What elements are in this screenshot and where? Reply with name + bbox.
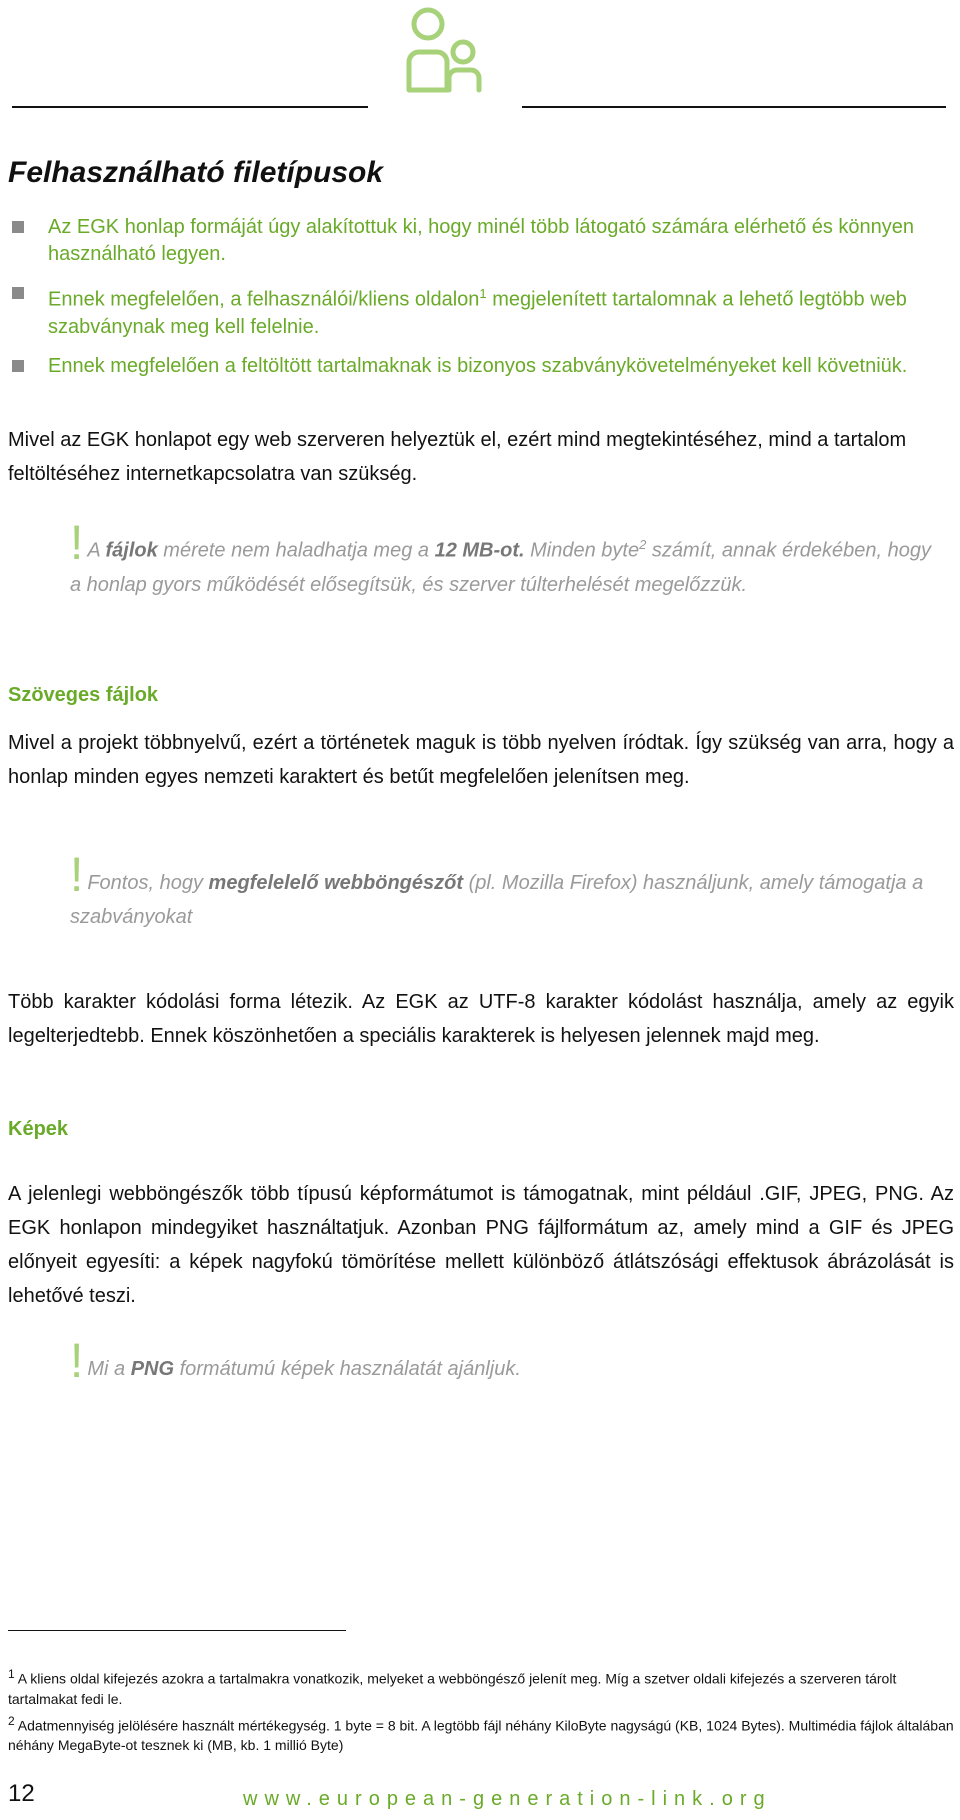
list-item — [10, 353, 940, 380]
footer-url[interactable]: www.european-generation-link.org — [243, 1788, 772, 1810]
note-text: Mi a — [87, 1358, 131, 1380]
footnote-ref: 1 — [479, 286, 487, 301]
section-heading: Képek — [8, 1118, 69, 1140]
footnote-text: A kliens oldal kifejezés azokra a tartalmakra vonatkozik, melyeket a webböngésző jelenít meg. Míg a szetver oldali kifejezés a szerveren tárolt tartalmakat fedi le. — [8, 1670, 897, 1707]
footnote-number: 2 — [8, 1713, 15, 1728]
note-bold: fájlok — [105, 539, 158, 562]
bullet-text: megjelenített tartalomnak a lehető legtöbb web szabványnak meg kell felelnie. — [48, 288, 907, 338]
exclamation-icon: ! — [70, 1335, 84, 1388]
note-text: mérete nem haladhatja meg a — [157, 539, 435, 562]
note — [70, 516, 940, 602]
bullet-text: Ennek megfelelően a feltöltött tartalmaknak is bizonyos szabványkövetelményeket kell követniük. — [48, 354, 908, 377]
header-rule-left — [12, 106, 368, 108]
note-text: (pl. Mozilla Firefox) használjunk, amely támogatja a szabványokat — [70, 872, 924, 928]
footnote — [8, 1711, 954, 1756]
paragraph: Mivel az EGK honlapot egy web szerveren helyeztük el, ezért mind megtekintéséhez, mind a tartalom feltöltéséhez internetkapcsolatra van szükség. — [8, 429, 907, 485]
note-bold: PNG — [130, 1358, 175, 1380]
list-item — [10, 214, 940, 268]
note-bold: megfelelelő webböngészőt — [208, 872, 464, 894]
exclamation-icon: ! — [70, 516, 84, 570]
footnote-number: 1 — [8, 1667, 15, 1681]
bullet-list — [10, 214, 940, 392]
header-rule-right — [522, 106, 946, 108]
square-bullet-icon — [12, 360, 24, 372]
exclamation-icon: ! — [70, 849, 84, 902]
section-heading: Szöveges fájlok — [8, 684, 159, 706]
note-text: Minden byte — [524, 539, 640, 562]
bullet-text: Ennek megfelelően, a felhasználói/kliens oldalon — [48, 288, 480, 311]
note-text: számít, annak érdekében, hogy a honlap gyors működését elősegítsük, és szerver túlterhelését megelőzzük. — [70, 539, 931, 596]
footnote-rule — [8, 1630, 346, 1631]
footnote-text: Adatmennyiség jelölésére használt mértékegység. 1 byte = 8 bit. A legtöbb fájl néhány KiloByte nagyságú (KB, 1024 Bytes). Multimédia fájlok általában néhány MegaByte-ot tesznek ki (MB, kb. 1 millió Byte) — [8, 1717, 954, 1754]
footnotes — [8, 1664, 954, 1755]
note — [70, 849, 940, 934]
two-people-logo-icon — [403, 4, 483, 94]
square-bullet-icon — [12, 221, 24, 233]
page-number: 12 — [8, 1780, 35, 1807]
note-text: formátumú képek használatát ajánljuk. — [174, 1358, 521, 1380]
paragraph: A jelenlegi webböngészők több típusú képformátumot is támogatnak, mint például .GIF, JPEG, PNG. Az EGK honlapon mindegyiket használtatjuk. Azonban PNG fájlformátum az, amely mind a GIF és JPEG előnyeit egyesíti: a képek nagyfokú tömörítése mellett különböző átlátszósági effektusok ábrázolását is lehetővé teszi. — [8, 1183, 954, 1307]
footnote-ref: 2 — [639, 537, 647, 552]
note — [70, 1335, 940, 1388]
paragraph: Több karakter kódolási forma létezik. Az EGK az UTF-8 karakter kódolást használja, amely az egyik legelterjedtebb. Ennek köszönhetően a speciális karakterek is helyesen jelennek majd meg. — [8, 991, 954, 1047]
bullet-text: Az EGK honlap formáját úgy alakítottuk ki, hogy minél több látogató számára elérhető és könnyen használható legyen. — [48, 216, 915, 265]
footnote — [8, 1664, 954, 1709]
square-bullet-icon — [12, 287, 24, 299]
list-item — [10, 280, 940, 341]
paragraph: Mivel a projekt többnyelvű, ezért a történetek maguk is több nyelven íródtak. Így szükség van arra, hogy a honlap minden egyes nemzeti karaktert és betűt megfelelően jelenítsen meg. — [8, 732, 954, 788]
note-text: A — [87, 539, 106, 562]
note-text: Fontos, hogy — [87, 872, 209, 894]
page-title: Felhasználható filetípusok — [8, 156, 384, 189]
note-bold: 12 MB-ot. — [434, 539, 525, 562]
